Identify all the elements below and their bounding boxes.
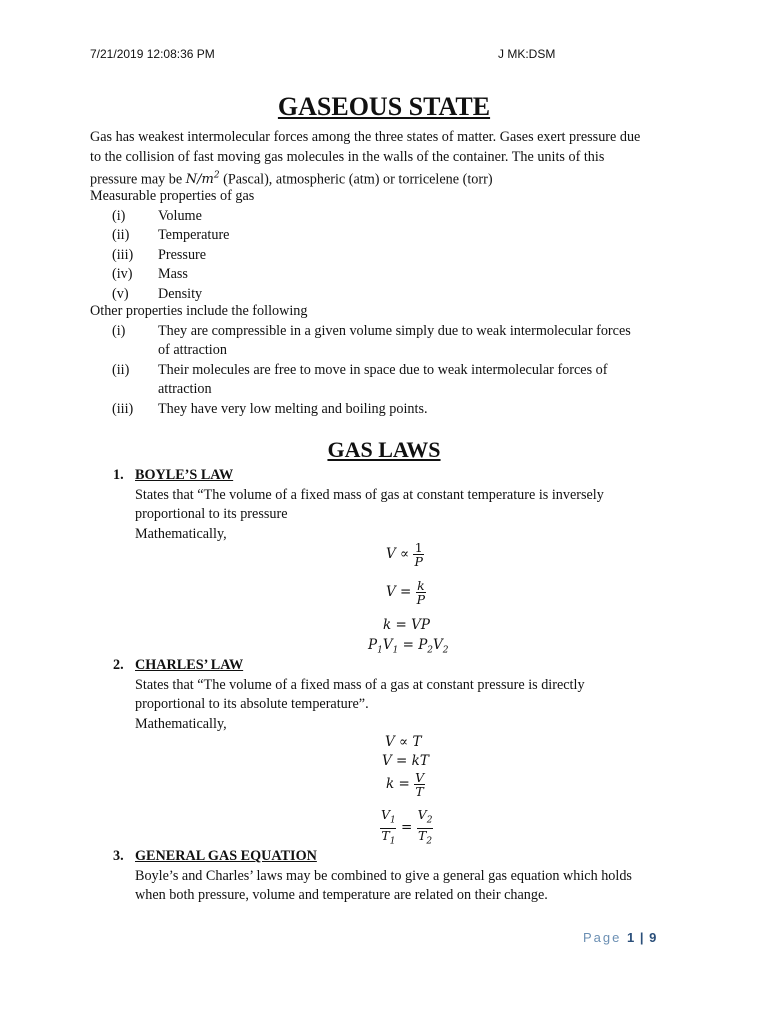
boyle-line-3: Mathematically,: [135, 525, 227, 542]
list-item: (iv) Mass: [112, 266, 188, 282]
measurable-list: [90, 207, 254, 305]
general-line-2: when both pressure, volume and temperature are related on their change.: [135, 887, 548, 903]
boyle-line-2: proportional to its pressure: [135, 506, 288, 522]
intro-line-2: to the collision of fast moving gas molecules in the walls of the container. The units of this: [90, 148, 605, 165]
intro-line-1: Gas has weakest intermolecular forces among the three states of matter. Gases exert pressure due: [90, 129, 641, 145]
list-item: (ii) Their molecules are free to move in space due to weak intermolecular forces of attraction: [112, 361, 608, 397]
other-properties: [90, 302, 631, 419]
intro-line-3-rest: (Pascal), atmospheric (atm) or torricelene (torr): [223, 171, 493, 188]
equation-v1-t1-equals-v2-t2: $\frac{V_1}{T_1}$ = $\frac{V_2}{T_2}$: [381, 807, 433, 846]
list-item: (ii) Temperature: [112, 227, 230, 243]
page-current: 1: [627, 930, 635, 945]
section-number: 1.: [113, 467, 124, 483]
general-line-1: Boyle’s and Charles’ laws may be combined to give a general gas equation which holds: [135, 867, 632, 884]
document-author: J MK:DSM: [498, 47, 556, 61]
page-total: 9: [649, 930, 657, 945]
page-label: Page: [583, 930, 622, 945]
boyle-line-1: States that “The volume of a fixed mass of gas at constant temperature is inversely: [135, 486, 604, 503]
equation-v-equals-kt: V = kT: [382, 753, 429, 769]
measurable-heading: Measurable properties of gas: [90, 188, 255, 204]
intro-line-3-text: pressure may be: [90, 171, 183, 188]
section-number: 3.: [113, 848, 124, 864]
boyle-heading: BOYLE’S LAW: [135, 467, 234, 483]
page-separator: |: [639, 930, 644, 945]
charles-section: [113, 656, 585, 734]
equation-v-equals-k-over-p: V = $\frac{k}{P}$: [386, 578, 426, 607]
pressure-unit: $N/m^2$: [185, 171, 220, 188]
other-heading: Other properties include the following: [90, 303, 308, 319]
boyle-section: [113, 466, 604, 544]
section-title-gas-laws: GAS LAWS: [327, 437, 441, 462]
list-item: (i) They are compressible in a given volume simply due to weak intermolecular forces of attraction: [112, 322, 631, 358]
equation-k-equals-vp: k = VP: [383, 617, 430, 633]
charles-line-1: States that “The volume of a fixed mass of a gas at constant pressure is directly: [135, 676, 585, 693]
page-title: GASEOUS STATE: [277, 92, 491, 121]
equation-v-proportional-inverse-p: V ∝ $\frac{1}{P}$: [386, 540, 423, 569]
list-item: (i) Volume: [112, 207, 202, 224]
print-date: 7/21/2019 12:08:36 PM: [90, 47, 215, 61]
measurable-properties: [90, 187, 254, 304]
general-section: [113, 847, 632, 906]
general-heading: GENERAL GAS EQUATION: [135, 848, 317, 864]
intro-paragraph: [90, 128, 690, 190]
list-item: (iii) They have very low melting and boiling points.: [112, 400, 428, 417]
charles-line-3: Mathematically,: [135, 715, 227, 732]
section-number: 2.: [113, 657, 124, 673]
page-number: [583, 930, 656, 945]
equation-p1v1-equals-p2v2: $P_1V_1 = P_2V_2$: [368, 637, 449, 656]
list-item: (v) Density: [112, 285, 203, 302]
charles-line-2: proportional to its absolute temperature”.: [135, 696, 369, 712]
equation-k-equals-v-over-t: k = $\frac{V}{T}$: [386, 770, 425, 799]
list-item: (iii) Pressure: [112, 246, 207, 263]
other-list: [90, 322, 631, 420]
charles-heading: CHARLES’ LAW: [135, 657, 244, 673]
equation-v-proportional-t: V ∝ T: [385, 734, 422, 750]
